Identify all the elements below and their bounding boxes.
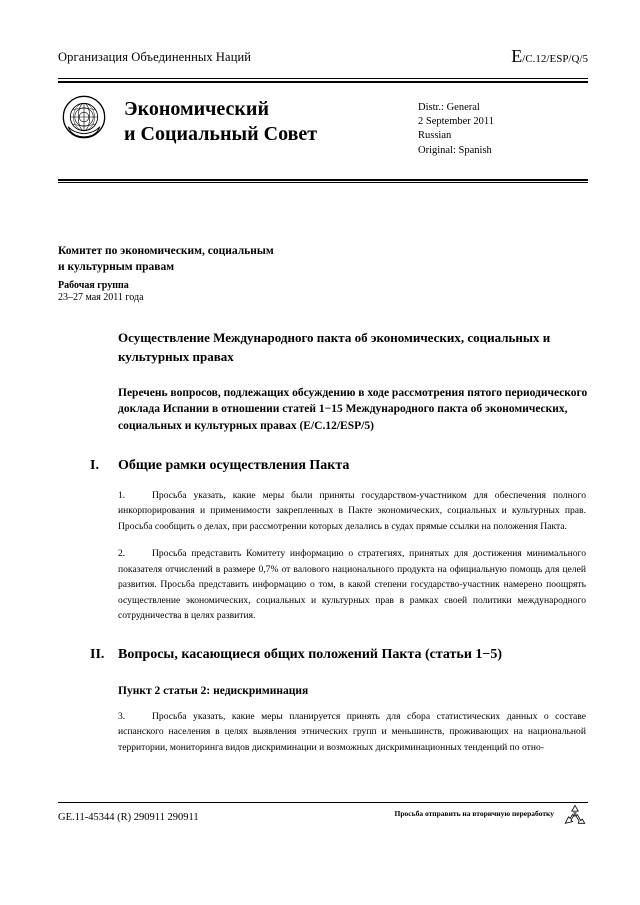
working-group: Рабочая группа: [58, 279, 129, 291]
subsection-heading: Пункт 2 статьи 2: недискриминация: [118, 684, 309, 697]
masthead-rule-thin: [58, 78, 588, 79]
committee-line1: Комитет по экономическим, социальным: [58, 245, 274, 257]
distr-line-2: 2 September 2011: [418, 115, 495, 127]
distribution-info: [418, 101, 494, 159]
document-content: [58, 46, 588, 755]
distr-line-1: Distr.: General: [418, 101, 480, 113]
paragraph-number-3: 3.: [118, 710, 126, 722]
paragraph-text-3: Просьба указать, какие меры планируется принять для сбора статистических данных о составе испанского населения в целях выявления этнических групп и меньшинств, проживающих на национальной территории, мониторинга видов дискриминации и возможных дискриминационных тенденций по отно-: [118, 710, 586, 753]
title-block: [58, 83, 588, 179]
recycle-icon: [562, 803, 588, 829]
footer-rule: [58, 802, 588, 803]
document-title: Осуществление Международного пакта об экономических, социальных и культурных правах: [118, 329, 551, 364]
paragraph-3: [118, 709, 586, 756]
section-title-2: Вопросы, касающиеся общих положений Пакта (статьи 1−5): [118, 646, 503, 662]
un-emblem-icon: [62, 95, 106, 139]
paragraph-number-2: 2.: [118, 548, 126, 560]
symbol-prefix: E: [511, 46, 523, 66]
document-symbol: [511, 46, 588, 67]
document-subtitle: Перечень вопросов, подлежащих обсуждению в ходе рассмотрения пятого периодического доклада Испании в отношении статей 1−15 Международного пакта об экономических, социальных и культурных правах (E/C.12/ESP/5): [118, 386, 588, 432]
paragraph-text-2: Просьба представить Комитету информацию о стратегиях, принятых для достижения минимального показателя отчислений в размере 0,7% от валового национального продукта на официальную помощь для целей развития. Просьба представить информацию о том, в какой степени государство-участник намерено поощрять осуществление экономических, социальных и культурных прав в рамках своей политики международного сотрудничества в целях развития.: [118, 548, 586, 622]
session-dates: 23–27 мая 2011 года: [58, 291, 144, 303]
paragraph-2: [118, 546, 586, 624]
committee-name: [58, 243, 588, 276]
paragraph-number-1: 1.: [118, 489, 126, 501]
paragraph-1: [118, 488, 586, 535]
paragraph-text-1: Просьба указать, какие меры были приняты государством-участником для обеспечения полного инкорпорирования и применимости закрепленных в Пакте экономических, социальных и культурных прав. Просьба сообщить о делах, при рассмотрении которых делались в судах прямые ссылки на положения Пакта.: [118, 489, 586, 532]
title-rule-thick: [58, 179, 588, 181]
distr-line-4: Original: Spanish: [418, 144, 492, 156]
page-footer: [58, 802, 588, 837]
section-heading-2: [90, 646, 588, 665]
section-heading-1: [90, 457, 588, 476]
publication-title-line2: и Социальный Совет: [124, 123, 318, 146]
masthead: [58, 46, 588, 76]
organization-name: Организация Объединенных Наций: [58, 50, 252, 64]
job-number: GE.11-45344 (R) 290911 290911: [58, 812, 199, 823]
publication-title: [124, 97, 317, 148]
symbol-suffix: /C.12/ESP/Q/5: [522, 53, 588, 65]
footer-row: [58, 809, 588, 837]
section-number-1: I.: [90, 457, 99, 473]
title-rule-thin: [58, 182, 588, 183]
distr-line-3: Russian: [418, 130, 452, 142]
recycle-note: Просьба отправить на вторичную переработку: [394, 809, 554, 818]
section-title-1: Общие рамки осуществления Пакта: [118, 457, 350, 473]
publication-title-line1: Экономический: [124, 97, 269, 120]
section-number-2: II.: [90, 646, 105, 662]
committee-line2: и культурным правам: [58, 261, 175, 274]
